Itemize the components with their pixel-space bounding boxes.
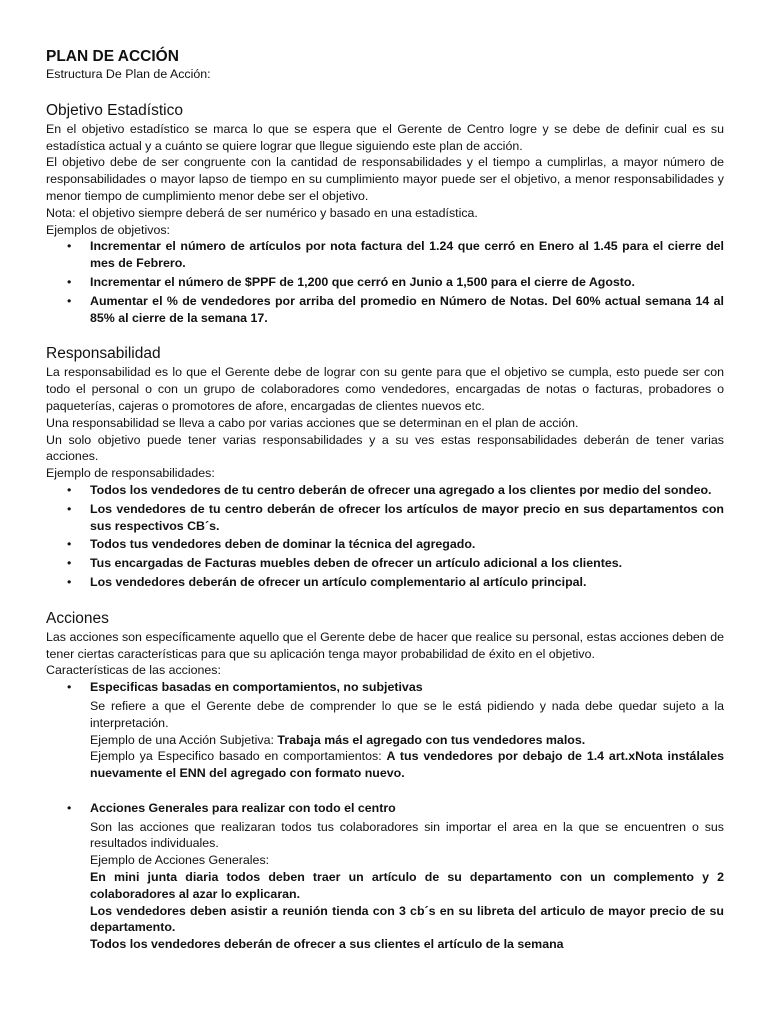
paragraph: El objetivo debe de ser congruente con la cantidad de responsabilidades y el tiempo a cumplirlas, a mayor número de responsabilidades o mayor lapso de tiempo en su cumplimiento mayor puede ser el objetivo, a menor responsabilidades y menor tiempo de cumplimiento menor debe ser el objetivo. <box>46 155 724 203</box>
general-action-example: Los vendedores deben asistir a reunión tienda con 3 cb´s en su libreta del articulo de mayor precio de su departamento. <box>90 903 724 935</box>
general-action-example: Todos los vendedores deberán de ofrecer a sus clientes el artículo de la semana <box>90 937 564 952</box>
paragraph: Nota: el objetivo siempre deberá de ser numérico y basado en una estadística. <box>46 205 478 220</box>
section-heading-objetivo: Objetivo Estadístico <box>46 101 183 119</box>
page-title: PLAN DE ACCIÓN <box>46 48 179 65</box>
bullet-icon: • <box>67 556 72 571</box>
action-characteristics-list-2 <box>46 800 724 817</box>
bullet-icon: • <box>67 274 72 289</box>
list-item: • Los vendedores de tu centro deberán de ofrecer los artículos de mayor precio en sus departamentos con sus respectivos CB´s. <box>67 501 724 533</box>
section-heading-acciones: Acciones <box>46 609 109 627</box>
bullet-icon: • <box>67 800 72 815</box>
paragraph: Se refiere a que el Gerente debe de comprender lo que se le está pidiendo y nada debe quedar sujeto a la interpretación. <box>90 698 724 730</box>
section-heading-responsabilidad: Responsabilidad <box>46 345 161 363</box>
paragraph: Un solo objetivo puede tener varias responsabilidades y a su ves estas responsabilidades deberán de tener varias acciones. <box>46 432 724 464</box>
paragraph: Una responsabilidad se lleva a cabo por varias acciones que se determinan en el plan de acción. <box>46 415 579 430</box>
list-item: • Todos los vendedores de tu centro deberán de ofrecer una agregado a los clientes por medio del sondeo. <box>67 482 712 497</box>
paragraph: Ejemplo de responsabilidades: <box>46 466 215 481</box>
bullet-icon: • <box>67 537 72 552</box>
list-item: • Especificas basadas en comportamientos, no subjetivas <box>67 680 423 695</box>
list-item: • Incrementar el número de artículos por nota factura del 1.24 que cerró en Enero al 1.45 para el cierre del mes de Febrero. <box>67 239 724 271</box>
paragraph: Las acciones son específicamente aquello que el Gerente debe de hacer que realice su personal, estas acciones deben de tener ciertas características para que su aplicación tenga mayor probabilidad de éxito en el objetivo. <box>46 629 724 661</box>
paragraph: Ejemplos de objetivos: <box>46 222 170 237</box>
general-action-example: En mini junta diaria todos deben traer un artículo de su departamento con un complemento y 2 colaboradores al azar lo explicaran. <box>90 870 724 901</box>
paragraph: Son las acciones que realizaran todos tus colaboradores sin importar el area en la que se encuentren o sus resultados individuales. <box>90 819 724 851</box>
example-specific: Ejemplo ya Especifico basado en comportamientos: A tus vendedores por debajo de 1.4 art.xNota instálales nuevamente el ENN del agregado con formato nuevo. <box>90 749 724 781</box>
paragraph: Características de las acciones: <box>46 663 221 678</box>
list-item: • Tus encargadas de Facturas muebles deben de ofrecer un artículo adicional a los clientes. <box>67 556 623 571</box>
list-item: • Incrementar el número de $PPF de 1,200 que cerró en Junio a 1,500 para el cierre de Agosto. <box>67 274 635 289</box>
paragraph: La responsabilidad es lo que el Gerente debe de lograr con su gente para que el objetivo se cumpla, esto puede ser con todo el personal o con un grupo de colaboradores como vendedores, encargadas de notas o facturas, probadores o paqueterías, cajeras o promotores de afore, encargadas de clientes nuevos etc. <box>46 365 724 413</box>
list-item: • Todos tus vendedores deben de dominar la técnica del agregado. <box>67 537 476 552</box>
bullet-icon: • <box>67 293 72 308</box>
bullet-icon: • <box>67 574 72 589</box>
example-subjective: Ejemplo de una Acción Subjetiva: Trabaja más el agregado con tus vendedores malos. <box>90 732 586 747</box>
responsibilities-list <box>46 482 724 591</box>
paragraph: Ejemplo de Acciones Generales: <box>90 853 270 868</box>
action-characteristics-list <box>46 679 724 696</box>
paragraph: En el objetivo estadístico se marca lo que se espera que el Gerente de Centro logre y se debe de definir cual es su estadística actual y a cuánto se quiere lograr que llegue siguiendo este plan de acción. <box>46 121 724 153</box>
document-page <box>46 47 724 953</box>
list-item: • Los vendedores deberán de ofrecer un artículo complementario al artículo principal. <box>67 574 587 589</box>
bullet-icon: • <box>67 680 72 695</box>
bullet-icon: • <box>67 239 72 254</box>
bullet-icon: • <box>67 482 72 497</box>
list-item: • Aumentar el % de vendedores por arriba del promedio en Número de Notas. Del 60% actual semana 14 al 85% al cierre de la semana 17. <box>67 293 724 325</box>
page-subtitle: Estructura De Plan de Acción: <box>46 67 211 81</box>
objectives-list <box>46 238 724 326</box>
list-item: • Acciones Generales para realizar con todo el centro <box>67 800 396 815</box>
bullet-icon: • <box>67 501 72 516</box>
